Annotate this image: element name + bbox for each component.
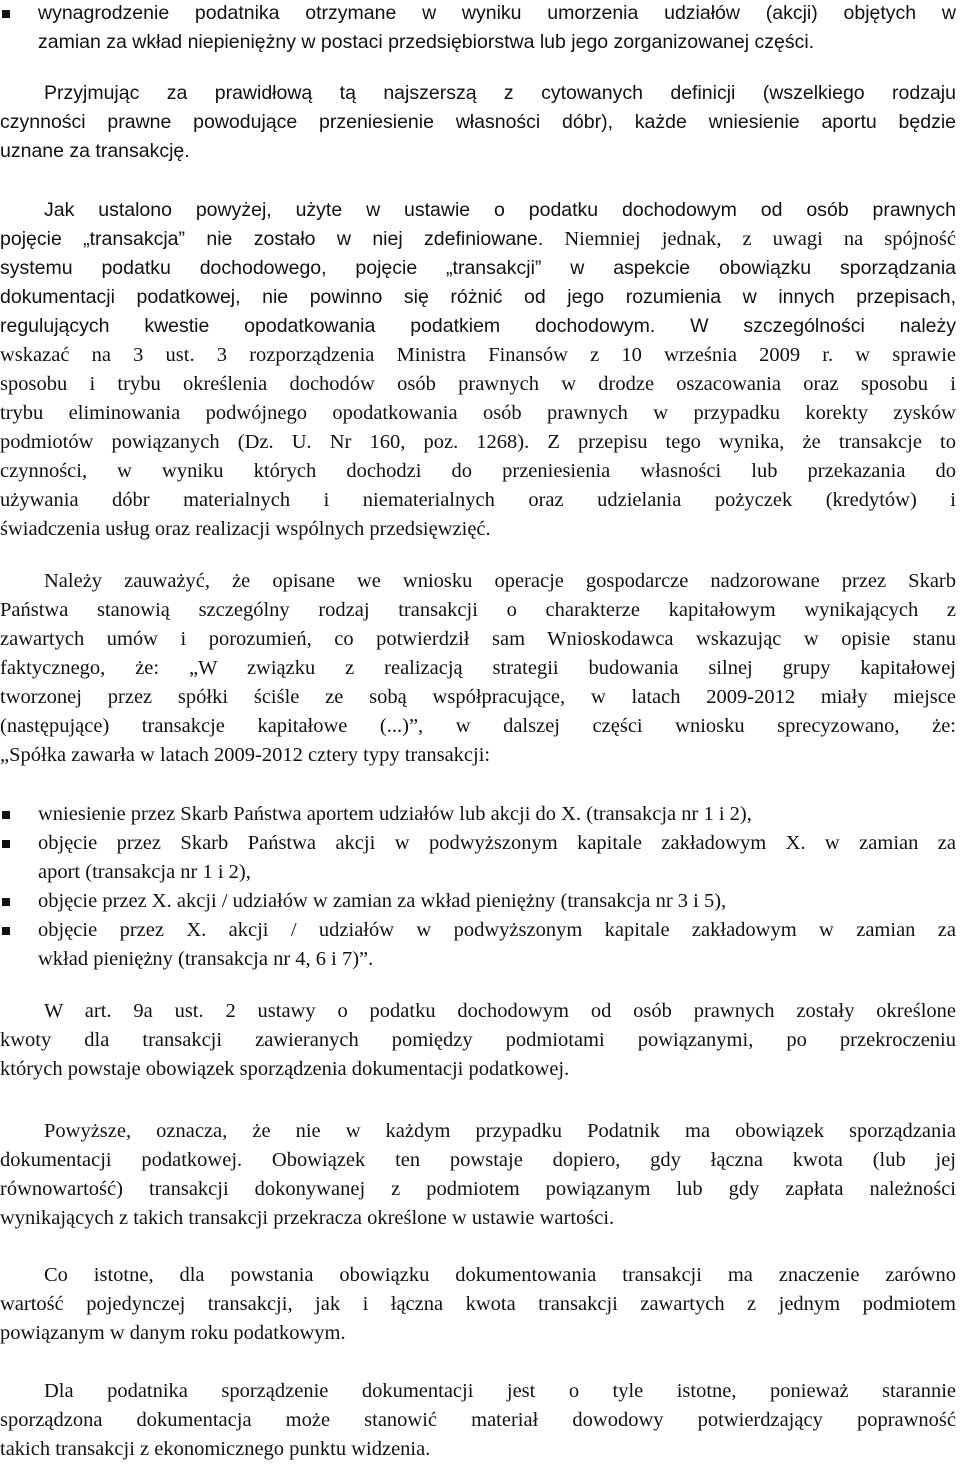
paragraph-6-line-1: Co istotne, dla powstania obowiązku dokumentowania transakcji ma znaczenie zarówno <box>44 1264 956 1286</box>
paragraph-1-line-3: uznane za transakcję. <box>0 140 190 162</box>
paragraph-5-line-2: dokumentacji podatkowej. Obowiązek ten powstaje dopiero, gdy łączna kwota (lub jej <box>0 1149 956 1171</box>
paragraph-5-line-1: Powyższe, oznacza, że nie w każdym przypadku Podatnik ma obowiązek sporządzania <box>44 1120 956 1142</box>
paragraph-3-line-4: faktycznego, że: „W związku z realizacją strategii budowania silnej grupy kapitałowej <box>0 657 956 679</box>
paragraph-2-line-3: systemu podatku dochodowego, pojęcie „transakcji” w aspekcie obowiązku sporządzania <box>0 257 956 279</box>
list-item-continuation: aport (transakcja nr 1 i 2), <box>38 861 251 883</box>
paragraph-2-line-12: świadczenia usług oraz realizacji wspólnych przedsięwzięć. <box>0 518 491 540</box>
paragraph-2-line-7: sposobu i trybu określenia dochodów osób prawnych w drodze oszacowania oraz sposobu i <box>0 373 956 395</box>
intro-bullet-line-1: wynagrodzenie podatnika otrzymane w wyniku umorzenia udziałów (akcji) objętych w <box>38 2 956 24</box>
list-item <box>0 916 956 945</box>
list-item-text: objęcie przez Skarb Państwa akcji w podwyższonym kapitale zakładowym X. w zamian za <box>38 832 956 854</box>
list-item-text: objęcie przez X. akcji / udziałów w zamian za wkład pieniężny (transakcja nr 3 i 5), <box>38 890 727 912</box>
paragraph-6-line-3: powiązanym w danym roku podatkowym. <box>0 1322 346 1344</box>
paragraph-2-line-2-sans: pojęcie „transakcja” nie zostało w niej zdefiniowane. <box>0 228 544 250</box>
paragraph-7-line-2: sporządzona dokumentacja może stanowić materiał dowodowy potwierdzający poprawność <box>0 1409 956 1431</box>
square-bullet-icon <box>2 898 10 906</box>
paragraph-5-line-4: wynikających z takich transakcji przekracza określone w ustawie wartości. <box>0 1207 615 1229</box>
paragraph-1-line-1: Przyjmując za prawidłową tą najszerszą z cytowanych definicji (wszelkiego rodzaju <box>44 82 956 104</box>
paragraph-3-line-5: tworzonej przez spółki ściśle ze sobą współpracujące, w latach 2009-2012 miały miejsce <box>0 686 956 708</box>
list-item <box>0 829 956 858</box>
paragraph-2-line-4: dokumentacji podatkowej, nie powinno się różnić od jego rozumienia w innych przepisach, <box>0 286 956 308</box>
square-bullet-icon <box>2 10 10 18</box>
paragraph-3-line-7: „Spółka zawarła w latach 2009-2012 cztery typy transakcji: <box>0 744 491 766</box>
list-item-continuation: wkład pieniężny (transakcja nr 4, 6 i 7)”. <box>38 948 374 970</box>
list-item-text: wniesienie przez Skarb Państwa aportem udziałów lub akcji do X. (transakcja nr 1 i 2), <box>38 803 752 825</box>
paragraph-6-line-2: wartość pojedynczej transakcji, jak i łączna kwota transakcji zawartych z jednym podmiotem <box>0 1293 956 1315</box>
paragraph-2-line-11: używania dóbr materialnych i niematerialnych oraz udzielania pożyczek (kredytów) i <box>0 489 956 511</box>
paragraph-4-line-1: W art. 9a ust. 2 ustawy o podatku dochodowym od osób prawnych zostały określone <box>44 1000 956 1022</box>
paragraph-2-line-6: wskazać na 3 ust. 3 rozporządzenia Ministra Finansów z 10 września 2009 r. w sprawie <box>0 344 956 366</box>
paragraph-2-line-1: Jak ustalono powyżej, użyte w ustawie o podatku dochodowym od osób prawnych <box>44 199 956 221</box>
paragraph-3-line-3: zawartych umów i porozumień, co potwierdził sam Wnioskodawca wskazując w opisie stanu <box>0 628 956 650</box>
paragraph-3-line-6: (następujące) transakcje kapitałowe (...)”, w dalszej części wniosku sprecyzowano, że: <box>0 715 956 737</box>
paragraph-2-line-9: podmiotów powiązanych (Dz. U. Nr 160, poz. 1268). Z przepisu tego wynika, że transakcje to <box>0 431 956 453</box>
paragraph-2-line-8: trybu eliminowania podwójnego opodatkowania osób prawnych w przypadku korekty zysków <box>0 402 956 424</box>
paragraph-7-line-1: Dla podatnika sporządzenie dokumentacji jest o tyle istotne, ponieważ starannie <box>44 1380 956 1402</box>
intro-bullet-item <box>0 0 956 28</box>
list-item-text: objęcie przez X. akcji / udziałów w podwyższonym kapitale zakładowym w zamian za <box>38 919 956 941</box>
paragraph-4-line-2: kwoty dla transakcji zawieranych pomiędzy podmiotami powiązanymi, po przekroczeniu <box>0 1029 956 1051</box>
paragraph-4-line-3: których powstaje obowiązek sporządzenia dokumentacji podatkowej. <box>0 1058 570 1080</box>
paragraph-5-line-3: równowartość) transakcji dokonywanej z podmiotem powiązanym lub gdy zapłata należności <box>0 1178 956 1200</box>
square-bullet-icon <box>2 811 10 819</box>
square-bullet-icon <box>2 840 10 848</box>
paragraph-7-line-3: takich transakcji z ekonomicznego punktu widzenia. <box>0 1438 431 1460</box>
paragraph-2-line-2-serif: Niemniej jednak, z uwagi na spójność <box>543 228 956 250</box>
paragraph-1-line-2: czynności prawne powodujące przeniesienie własności dóbr), każde wniesienie aportu będzie <box>0 111 956 133</box>
square-bullet-icon <box>2 927 10 935</box>
paragraph-2-line-10: czynności, w wyniku których dochodzi do przeniesienia własności lub przekazania do <box>0 460 956 482</box>
paragraph-2-line-2 <box>0 225 956 254</box>
paragraph-2-line-5: regulujących kwestie opodatkowania podatkiem dochodowym. W szczególności należy <box>0 315 956 337</box>
intro-bullet-line-2: zamian za wkład niepieniężny w postaci przedsiębiorstwa lub jego zorganizowanej części. <box>38 31 815 53</box>
paragraph-3-line-1: Należy zauważyć, że opisane we wniosku operacje gospodarcze nadzorowane przez Skarb <box>44 570 956 592</box>
paragraph-3-line-2: Państwa stanowią szczególny rodzaj transakcji o charakterze kapitałowym wynikających z <box>0 599 956 621</box>
